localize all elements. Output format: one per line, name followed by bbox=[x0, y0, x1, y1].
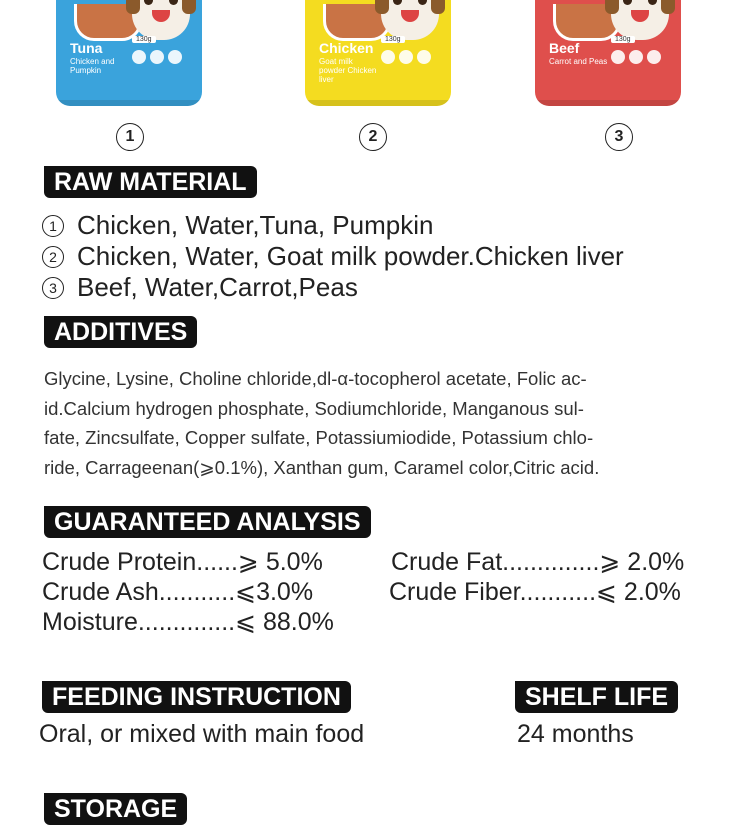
analysis-moisture: Moisture..............⩽ 88.0% bbox=[42, 608, 334, 636]
product-image-beef bbox=[535, 0, 681, 106]
dog-graphic bbox=[611, 0, 669, 40]
analysis-ash: Crude Ash...........⩽3.0% bbox=[42, 578, 314, 606]
raw-material-item-3 bbox=[42, 272, 358, 303]
item-number: 3 bbox=[42, 277, 64, 299]
item-number: 1 bbox=[42, 215, 64, 237]
product-name: Tuna bbox=[70, 40, 103, 56]
item-text: Beef, Water,Carrot,Peas bbox=[77, 272, 358, 302]
additives-line: id.Calcium hydrogen phosphate, Sodiumchloride, Manganous sul- bbox=[44, 397, 584, 419]
product-weight: 130g bbox=[381, 36, 405, 43]
product-number-2: 2 bbox=[359, 123, 387, 151]
dog-graphic bbox=[381, 0, 439, 40]
shelf-life-text: 24 months bbox=[517, 720, 634, 748]
shelf-life-heading: SHELF LIFE bbox=[515, 681, 678, 713]
additives-text bbox=[44, 364, 684, 482]
guaranteed-analysis-heading: GUARANTEED ANALYSIS bbox=[44, 506, 371, 538]
product-image-tuna bbox=[56, 0, 202, 106]
feature-badges bbox=[611, 50, 661, 64]
additives-line: fate, Zincsulfate, Copper sulfate, Potassiumiodide, Potassium chlo- bbox=[44, 427, 594, 448]
product-image-chicken bbox=[305, 0, 451, 106]
raw-material-heading: RAW MATERIAL bbox=[44, 166, 257, 198]
product-weight: 130g bbox=[611, 36, 635, 43]
product-name: Chicken bbox=[319, 40, 374, 56]
product-subtitle: Goat milk powder Chicken liver bbox=[319, 57, 377, 84]
feature-badges bbox=[132, 50, 182, 64]
product-number-1: 1 bbox=[116, 123, 144, 151]
storage-heading: STORAGE bbox=[44, 793, 187, 825]
feature-badges bbox=[381, 50, 431, 64]
additives-line: Glycine, Lysine, Choline chloride,dl-α-tocopherol acetate, Folic ac- bbox=[44, 368, 587, 389]
product-name: Beef bbox=[549, 40, 580, 56]
feeding-instruction-heading: FEEDING INSTRUCTION bbox=[42, 681, 351, 713]
raw-material-item-2 bbox=[42, 241, 624, 272]
analysis-fiber: Crude Fiber...........⩽ 2.0% bbox=[389, 578, 681, 606]
item-text: Chicken, Water,Tuna, Pumpkin bbox=[77, 210, 434, 240]
product-number-3: 3 bbox=[605, 123, 633, 151]
product-subtitle: Carrot and Peas bbox=[549, 57, 608, 66]
dog-graphic bbox=[132, 0, 190, 40]
item-number: 2 bbox=[42, 246, 64, 268]
analysis-fat: Crude Fat..............⩾ 2.0% bbox=[391, 548, 685, 576]
additives-line: ride, Carrageenan(⩾0.1%), Xanthan gum, Caramel color,Citric acid. bbox=[44, 456, 600, 478]
analysis-protein: Crude Protein......⩾ 5.0% bbox=[42, 548, 323, 576]
additives-heading: ADDITIVES bbox=[44, 316, 197, 348]
feeding-instruction-text: Oral, or mixed with main food bbox=[39, 720, 365, 748]
product-weight: 130g bbox=[132, 36, 156, 43]
item-text: Chicken, Water, Goat milk powder.Chicken liver bbox=[77, 241, 624, 271]
product-subtitle: Chicken and Pumpkin bbox=[70, 57, 115, 75]
raw-material-item-1 bbox=[42, 210, 433, 241]
